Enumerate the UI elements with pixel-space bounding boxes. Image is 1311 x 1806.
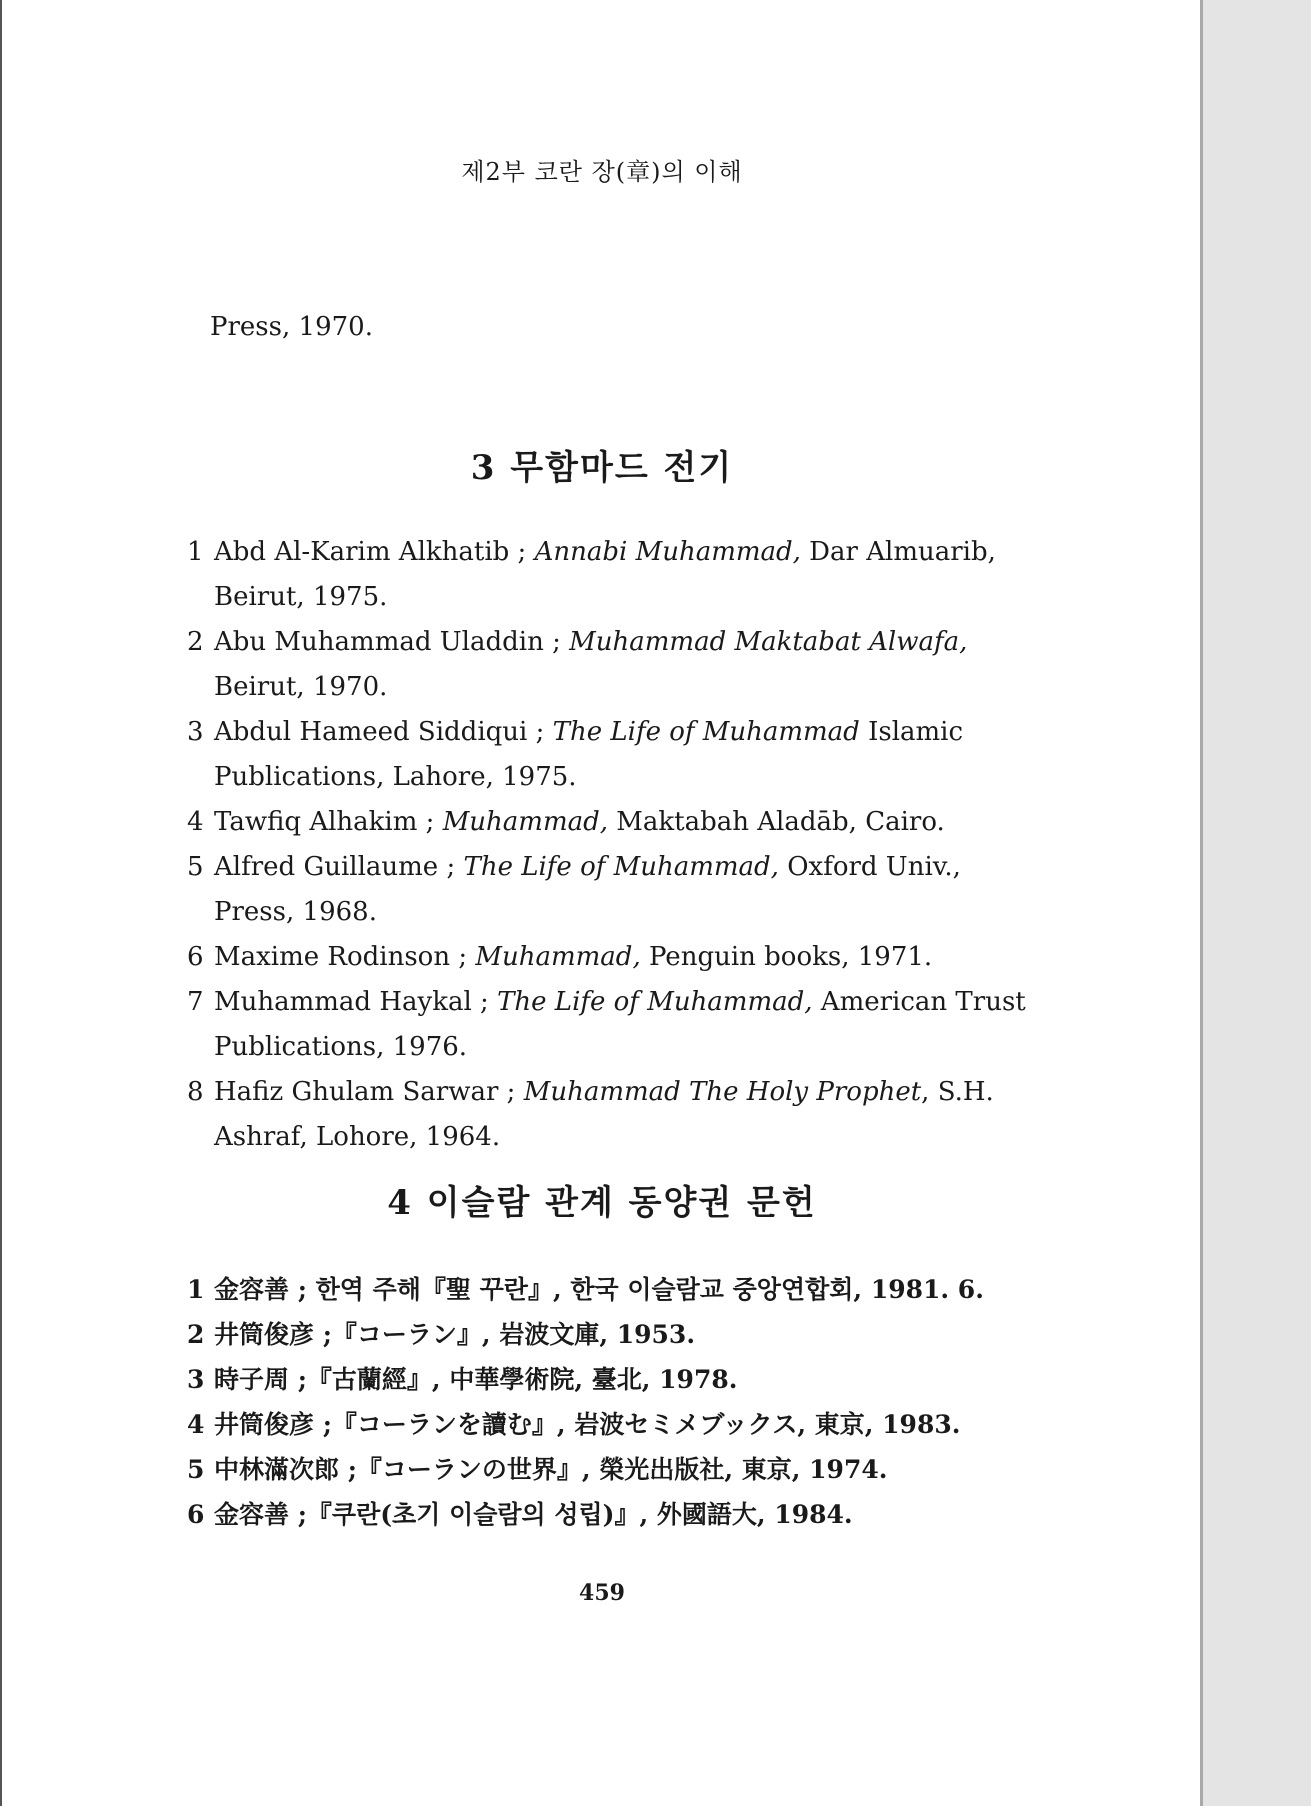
list-item: 6 Maxime Rodinson ; Muhammad, Penguin books, 1971. bbox=[187, 942, 933, 972]
section-title-biography: 3 무함마드 전기 bbox=[470, 448, 734, 488]
viewer-gutter bbox=[1200, 0, 1311, 1806]
continued-reference: Press, 1970. bbox=[210, 312, 373, 342]
page-number: 459 bbox=[579, 1580, 625, 1606]
list-item: 3 時子周 ;『古蘭經』, 中華學術院, 臺北, 1978. bbox=[187, 1365, 738, 1394]
list-item: 7 Muhammad Haykal ; The Life of Muhammad, American Trust Publications, 1976. bbox=[187, 987, 1026, 1062]
list-item: 1 金容善 ; 한역 주해『聖 꾸란』, 한국 이슬람교 중앙연합회, 1981. 6. bbox=[187, 1275, 984, 1304]
list-item: 6 金容善 ;『쿠란(초기 이슬람의 성립)』, 外國語大, 1984. bbox=[187, 1500, 853, 1529]
list-item: 8 Hafiz Ghulam Sarwar ; Muhammad The Holy Prophet, S.H. Ashraf, Lohore, 1964. bbox=[187, 1077, 994, 1152]
list-item: 4 Tawfiq Alhakim ; Muhammad, Maktabah Aladāb, Cairo. bbox=[187, 807, 945, 837]
eastern-reference-list bbox=[187, 1267, 1037, 1537]
biography-reference-list bbox=[187, 530, 1037, 1160]
list-item: 5 中林滿次郎 ;『コーランの世界』, 榮光出版社, 東京, 1974. bbox=[187, 1455, 888, 1484]
section-title-eastern-literature: 4 이슬람 관계 동양권 문헌 bbox=[387, 1183, 817, 1223]
list-item: 2 Abu Muhammad Uladdin ; Muhammad Maktabat Alwafa, Beirut, 1970. bbox=[187, 627, 968, 702]
list-item: 3 Abdul Hameed Siddiqui ; The Life of Muhammad Islamic Publications, Lahore, 1975. bbox=[187, 717, 964, 792]
list-item: 1 Abd Al-Karim Alkhatib ; Annabi Muhammad, Dar Almuarib, Beirut, 1975. bbox=[187, 537, 996, 612]
list-item: 5 Alfred Guillaume ; The Life of Muhammad, Oxford Univ., Press, 1968. bbox=[187, 852, 961, 927]
list-item: 2 井筒俊彦 ;『コーラン』, 岩波文庫, 1953. bbox=[187, 1320, 696, 1349]
running-head: 제2부 코란 장(章)의 이해 bbox=[461, 158, 743, 186]
list-item: 4 井筒俊彦 ;『コーランを讀む』, 岩波セミメブックス, 東京, 1983. bbox=[187, 1410, 961, 1439]
